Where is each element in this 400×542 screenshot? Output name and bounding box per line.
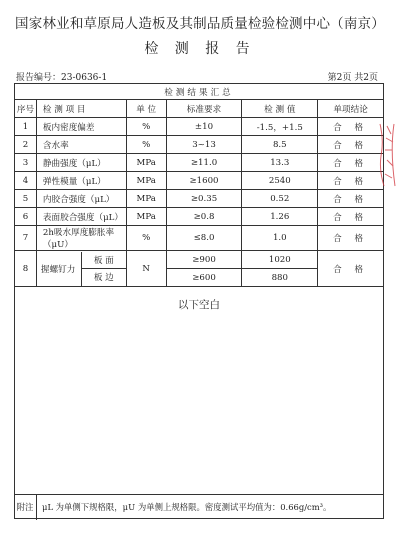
row-standard: ≤8.0 (166, 226, 242, 251)
row-no: 6 (15, 208, 37, 226)
row-unit: N (126, 251, 166, 287)
row-unit: MPa (126, 190, 166, 208)
row-item: 握螺钉力 (40, 264, 76, 275)
table-row (15, 154, 384, 172)
report-number: 报告编号：23-0636-1 (16, 73, 108, 83)
row-verdict: 合 格 (318, 154, 384, 172)
row-value: 1.0 (242, 226, 318, 251)
row-verdict: 合 格 (318, 136, 384, 154)
row-standard-face: ≥900 (166, 251, 242, 269)
doc-title: 检 测 报 告 (144, 41, 256, 57)
row-item-cell (36, 251, 126, 287)
table-row (15, 208, 384, 226)
row-standard: ≥0.35 (166, 190, 242, 208)
row-item: 板内密度偏差 (36, 118, 126, 136)
footer-note-row (14, 494, 384, 520)
row-no: 4 (15, 172, 37, 190)
row-verdict: 合 格 (318, 208, 384, 226)
footer-label: 附注 (14, 495, 37, 520)
table-caption: 检测结果汇总 (15, 84, 384, 100)
row-item: 表面胶合强度（μL） (36, 208, 126, 226)
row-subitem-edge: 板 边 (93, 273, 114, 284)
row-value: 13.3 (242, 154, 318, 172)
seal-stamp (376, 120, 398, 190)
table-row (15, 136, 384, 154)
row-no: 8 (15, 251, 37, 287)
table-row (15, 118, 384, 136)
row-no: 1 (15, 118, 37, 136)
row-standard: ≥11.0 (166, 154, 242, 172)
table-caption-row (15, 84, 384, 100)
row-item: 弹性模量（μL） (36, 172, 126, 190)
row-no: 2 (15, 136, 37, 154)
row-no: 7 (15, 226, 37, 251)
row-unit: % (126, 226, 166, 251)
header-unit: 单 位 (126, 100, 166, 118)
row-verdict: 合 格 (318, 190, 384, 208)
table-header-row (15, 100, 384, 118)
header-item: 检 测 项 目 (36, 100, 126, 118)
table-row (15, 190, 384, 208)
row-no: 3 (15, 154, 37, 172)
row-item: 静曲强度（μL） (36, 154, 126, 172)
row-standard: ≥0.8 (166, 208, 242, 226)
page-info: 第2页 共2页 (327, 73, 378, 83)
row-value: -1.5，+1.5 (242, 118, 318, 136)
row-unit: MPa (126, 208, 166, 226)
row-value: 0.52 (242, 190, 318, 208)
footer-note: μL 为单侧下规格限，μU 为单侧上规格限。密度测试平均值为：0.66g/cm³。 (42, 502, 332, 512)
row-subitem-face: 板 面 (82, 252, 126, 270)
row-value: 1.26 (242, 208, 318, 226)
row-unit: MPa (126, 154, 166, 172)
row-verdict: 合 格 (318, 251, 384, 287)
row-value: 8.5 (242, 136, 318, 154)
row-unit: MPa (126, 172, 166, 190)
row-standard-edge: ≥600 (166, 269, 242, 287)
results-table (14, 83, 384, 287)
row-value-edge: 880 (242, 269, 318, 287)
row-standard: ±10 (166, 118, 242, 136)
row-standard: 3~13 (166, 136, 242, 154)
table-row (15, 226, 384, 251)
header-verdict: 单项结论 (318, 100, 384, 118)
seal-marks (380, 124, 395, 186)
row-unit: % (126, 136, 166, 154)
row-verdict: 合 格 (318, 226, 384, 251)
header-no: 序号 (15, 100, 37, 118)
row-item: 含水率 (36, 136, 126, 154)
table-row (15, 172, 384, 190)
row-unit: % (126, 118, 166, 136)
row-item: 2h吸水厚度膨胀率（μU） (36, 226, 126, 251)
row-value-face: 1020 (242, 251, 318, 269)
org-title: 国家林业和草原局人造板及其制品质量检验检测中心（南京） (15, 16, 385, 32)
row-item: 内胶合强度（μL） (36, 190, 126, 208)
header-standard: 标准要求 (166, 100, 242, 118)
blank-note: 以下空白 (178, 299, 220, 311)
row-no: 5 (15, 190, 37, 208)
table-row (15, 251, 384, 269)
row-verdict: 合 格 (318, 172, 384, 190)
row-value: 2540 (242, 172, 318, 190)
header-value: 检 测 值 (242, 100, 318, 118)
row-standard: ≥1600 (166, 172, 242, 190)
row-verdict: 合 格 (318, 118, 384, 136)
